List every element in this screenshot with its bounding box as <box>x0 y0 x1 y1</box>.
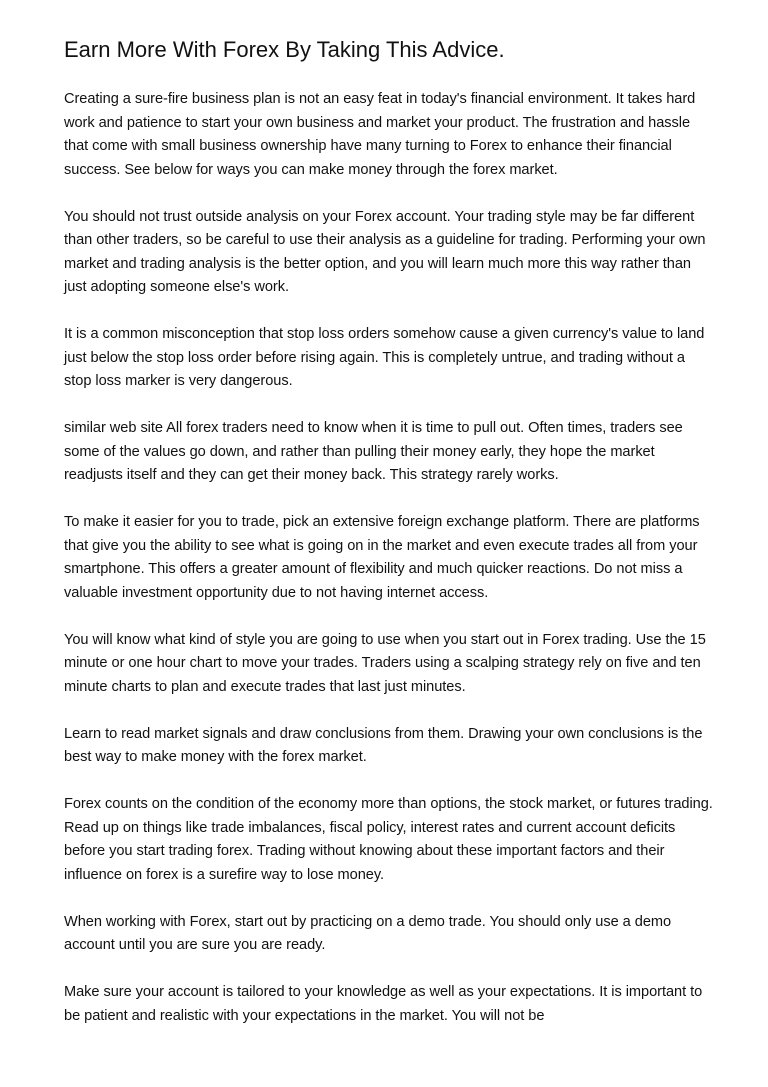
page-title: Earn More With Forex By Taking This Advice. <box>64 37 505 62</box>
paragraph: When working with Forex, start out by practicing on a demo trade. You should only use a demo account until you are sure you are ready. <box>64 913 672 953</box>
paragraph: Creating a sure-fire business plan is not an easy feat in today's financial environment. It takes hard work and patience to start your own business and market your product. The frustration and hassle that come with small business ownership have many turning to Forex to enhance their financial success. See below for ways you can make money through the forex market. <box>64 91 696 178</box>
paragraph: It is a common misconception that stop loss orders somehow cause a given currency's value to land just below the stop loss order before rising again. This is completely untrue, and trading without a stop loss marker is very dangerous. <box>64 326 705 389</box>
paragraph: Learn to read market signals and draw conclusions from them. Drawing your own conclusions is the best way to make money with the forex market. <box>64 725 703 765</box>
paragraph: You will know what kind of style you are going to use when you start out in Forex trading. Use the 15 minute or one hour chart to move your trades. Traders using a scalping strategy rely on five and ten minute charts to plan and execute trades that last just minutes. <box>64 631 706 695</box>
paragraph: Make sure your account is tailored to your knowledge as well as your expectations. It is important to be patient and realistic with your expectations in the market. You will not be <box>64 984 703 1024</box>
paragraph: Forex counts on the condition of the economy more than options, the stock market, or futures trading. Read up on things like trade imbalances, fiscal policy, interest rates and current account deficits before you start trading forex. Trading without knowing about these important factors and their influence on forex is a surefire way to lose money. <box>64 796 713 883</box>
paragraph: To make it easier for you to trade, pick an extensive foreign exchange platform. There are platforms that give you the ability to see what is going on in the market and even execute trades all from your smartphone. This offers a greater amount of flexibility and much quicker reactions. Do not miss a valuable investment opportunity due to not having internet access. <box>64 514 700 601</box>
document-content <box>64 36 714 1052</box>
paragraph: similar web site All forex traders need to know when it is time to pull out. Often times, traders see some of the values go down, and rather than pulling their money early, they hope the market readjusts itself and they can get their money back. This strategy rarely works. <box>64 420 683 483</box>
paragraph: You should not trust outside analysis on your Forex account. Your trading style may be far different than other traders, so be careful to use their analysis as a guideline for trading. Performing your own market and trading analysis is the better option, and you will learn much more this way rather than just adopting someone else's work. <box>64 208 706 295</box>
